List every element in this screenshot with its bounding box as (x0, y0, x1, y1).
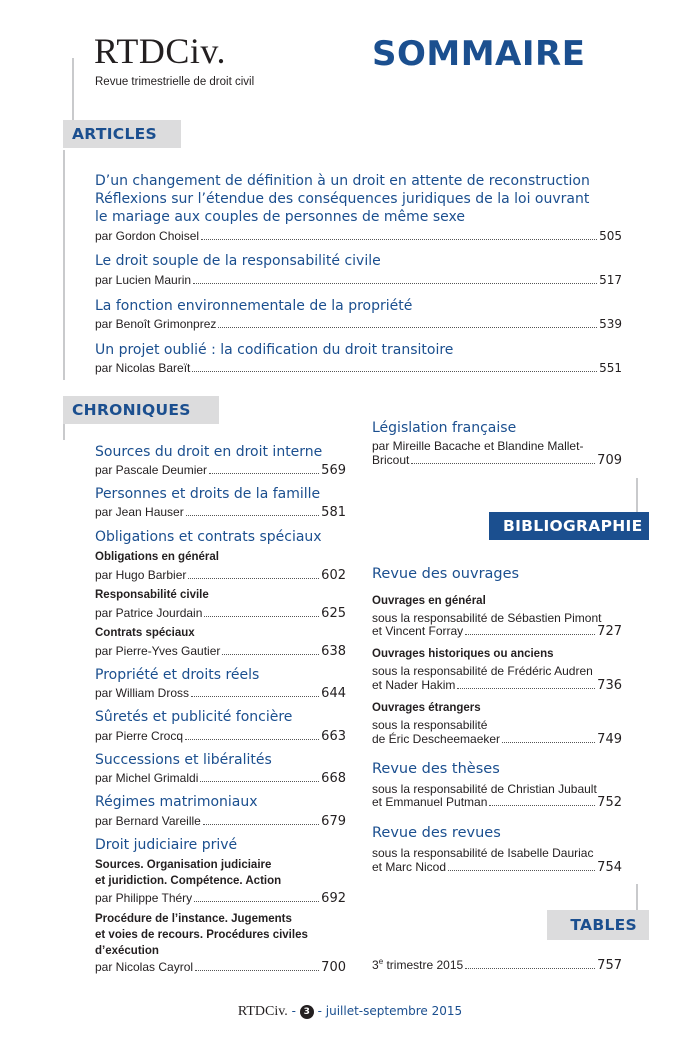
article-1-title-line-3: le mariage aux couples de personnes de même sexe (95, 209, 466, 225)
judiciaire-sub2-line-3: d’exécution (95, 945, 159, 957)
chroniques-section-header (63, 396, 219, 424)
articles-divider (63, 150, 65, 380)
leader-dots (194, 901, 319, 902)
leader-dots (457, 688, 595, 689)
leader-dots (222, 654, 319, 655)
ouvrages-historiques-page: 736 (597, 678, 622, 693)
judiciaire-sub2-line-1: Procédure de l’instance. Jugements (95, 913, 292, 925)
chronique-successions-title[interactable]: Successions et libéralités (95, 752, 272, 768)
article-1-page: 505 (599, 229, 622, 243)
responsabilite-page: 625 (321, 606, 346, 621)
chronique-propriete-entry (95, 686, 346, 701)
chronique-suretes-page: 663 (321, 729, 346, 744)
footer-period: juillet-septembre 2015 (325, 1004, 463, 1018)
legislation-author-line-2: Bricout (372, 453, 410, 467)
bibliographie-section-header (489, 512, 649, 540)
responsabilite-entry (95, 606, 346, 621)
chronique-regimes-entry (95, 814, 346, 829)
ouvrages-etrangers-sub: Ouvrages étrangers (372, 702, 481, 714)
chronique-sources-author: par Pascale Deumier (95, 463, 208, 477)
articles-label: ARTICLES (72, 125, 157, 143)
article-3-page: 539 (599, 317, 622, 331)
article-2-title[interactable]: Le droit souple de la responsabilité civile (95, 253, 381, 269)
theses-line-1: sous la responsabilité de Christian Jubault (372, 782, 597, 796)
legislation-page: 709 (597, 453, 622, 468)
leader-dots (191, 696, 319, 697)
article-1-author: par Gordon Choisel (95, 229, 200, 243)
chronique-personnes-author: par Jean Hauser (95, 505, 184, 519)
article-2-author: par Lucien Maurin (95, 273, 192, 287)
chronique-successions-author: par Michel Grimaldi (95, 771, 199, 785)
page-title: SOMMAIRE (372, 34, 586, 74)
leader-dots (192, 371, 597, 372)
article-4-author: par Nicolas Bareït (95, 361, 191, 375)
ouvrages-general-line-1: sous la responsabilité de Sébastien Pimont (372, 611, 602, 625)
theses-page: 752 (597, 795, 622, 810)
chronique-suretes-title[interactable]: Sûretés et publicité foncière (95, 709, 293, 725)
article-1-entry (95, 229, 622, 243)
leader-dots (193, 283, 597, 284)
chronique-sources-entry (95, 463, 346, 478)
tables-num: 3 (372, 958, 379, 972)
revues-entry (372, 860, 622, 875)
contrats-sub: Contrats spéciaux (95, 627, 195, 639)
leader-dots (195, 970, 319, 971)
footer-separator: - (313, 1004, 326, 1018)
leader-dots (200, 781, 319, 782)
contrats-author: par Pierre-Yves Gautier (95, 644, 221, 658)
ouvrages-historiques-entry (372, 678, 622, 693)
articles-section-header (63, 120, 181, 148)
judiciaire-sub1-line-2: et juridiction. Compétence. Action (95, 875, 282, 887)
footer-logo: RTDCiv. (237, 1004, 288, 1019)
chronique-propriete-title[interactable]: Propriété et droits réels (95, 667, 260, 683)
judiciaire-sub2 (95, 911, 308, 959)
article-1-title-line-2: Réflexions sur l’étendue des conséquences juridiques de la loi ouvrant (95, 191, 590, 207)
tables-sup: e (378, 957, 384, 966)
leader-dots (218, 327, 597, 328)
contrats-entry (95, 644, 346, 659)
leader-dots (448, 870, 595, 871)
tables-page: 757 (597, 958, 622, 973)
bibliographie-label: BIBLIOGRAPHIE (503, 517, 643, 535)
judiciaire-page-2: 700 (321, 960, 346, 975)
judiciaire-author-2: par Nicolas Cayrol (95, 960, 194, 974)
article-2-entry (95, 273, 622, 287)
revues-page: 754 (597, 860, 622, 875)
article-3-entry (95, 317, 622, 331)
theses-line-2: et Emmanuel Putman (372, 795, 488, 809)
article-4-title[interactable]: Un projet oublié : la codification du droit transitoire (95, 342, 454, 358)
judiciaire-sub1-line-1: Sources. Organisation judiciaire (95, 859, 272, 871)
chronique-regimes-page: 679 (321, 814, 346, 829)
article-3-title[interactable]: La fonction environnementale de la propriété (95, 298, 413, 314)
revue-revues-title[interactable]: Revue des revues (372, 825, 501, 841)
journal-logo: RTDCiv. (94, 31, 227, 71)
ouvrages-etrangers-line-1: sous la responsabilité (372, 718, 488, 732)
judiciaire-sub2-line-2: et voies de recours. Procédures civiles (95, 929, 308, 941)
theses-entry (372, 795, 622, 810)
chronique-suretes-entry (95, 729, 346, 744)
contrats-page: 638 (321, 644, 346, 659)
chronique-propriete-author: par William Dross (95, 686, 190, 700)
leader-dots (203, 824, 319, 825)
tables-divider (636, 884, 638, 912)
footer-separator: - (287, 1004, 300, 1018)
chronique-sources-title[interactable]: Sources du droit en droit interne (95, 444, 323, 460)
legislation-entry (372, 453, 622, 468)
article-1-title-line-1: D’un changement de définition à un droit en attente de reconstruction (95, 173, 590, 189)
tables-label: TABLES (570, 916, 637, 934)
leader-dots (465, 968, 595, 969)
leader-dots (411, 463, 595, 464)
ouvrages-general-line-2: et Vincent Forray (372, 624, 464, 638)
chroniques-divider (63, 424, 65, 440)
responsabilite-author: par Patrice Jourdain (95, 606, 203, 620)
leader-dots (502, 742, 595, 743)
leader-dots (185, 739, 319, 740)
leader-dots (186, 515, 319, 516)
judiciaire-sub1 (95, 857, 281, 889)
judiciaire-entry-1 (95, 891, 346, 906)
bibliographie-divider (636, 478, 638, 514)
chronique-personnes-title[interactable]: Personnes et droits de la famille (95, 486, 321, 502)
legislation-author-line-1: par Mireille Bacache et Blandine Mallet- (372, 439, 584, 453)
leader-dots (188, 578, 319, 579)
judiciaire-entry-2 (95, 960, 346, 975)
chronique-successions-page: 668 (321, 771, 346, 786)
tables-entry-label (372, 957, 463, 972)
article-2-page: 517 (599, 273, 622, 287)
article-4-page: 551 (599, 361, 622, 375)
article-1-title[interactable] (95, 172, 615, 226)
ouvrages-etrangers-entry (372, 732, 622, 747)
revue-theses-title[interactable]: Revue des thèses (372, 761, 500, 777)
chronique-regimes-title[interactable]: Régimes matrimoniaux (95, 794, 258, 810)
ouvrages-historiques-line-1: sous la responsabilité de Frédéric Audren (372, 664, 593, 678)
obligations-general-page: 602 (321, 568, 346, 583)
revues-line-2: et Marc Nicod (372, 860, 447, 874)
journal-subtitle: Revue trimestrielle de droit civil (95, 76, 255, 88)
responsabilite-sub: Responsabilité civile (95, 589, 209, 601)
ouvrages-general-page: 727 (597, 624, 622, 639)
tables-entry[interactable] (372, 957, 622, 973)
chronique-sources-page: 569 (321, 463, 346, 478)
page-footer (0, 1004, 700, 1020)
article-3-author: par Benoît Grimonprez (95, 317, 217, 331)
chronique-personnes-page: 581 (321, 505, 346, 520)
leader-dots (201, 239, 597, 240)
chronique-legislation-title[interactable]: Législation française (372, 420, 517, 436)
chronique-obligations-title[interactable]: Obligations et contrats spéciaux (95, 529, 322, 545)
chronique-successions-entry (95, 771, 346, 786)
ouvrages-etrangers-line-2: de Éric Descheemaeker (372, 732, 501, 746)
chroniques-label: CHRONIQUES (72, 401, 191, 419)
revue-ouvrages-title[interactable]: Revue des ouvrages (372, 566, 520, 582)
chronique-personnes-entry (95, 505, 346, 520)
revues-line-1: sous la responsabilité de Isabelle Dauriac (372, 846, 594, 860)
ouvrages-general-sub: Ouvrages en général (372, 595, 486, 607)
issue-number-badge: 3 (300, 1005, 314, 1019)
leader-dots (465, 634, 595, 635)
tables-section-header (547, 910, 649, 940)
tables-label-text: trimestre 2015 (383, 958, 464, 972)
obligations-general-entry (95, 568, 346, 583)
leader-dots (209, 473, 319, 474)
judiciaire-author-1: par Philippe Théry (95, 891, 193, 905)
article-4-entry (95, 361, 622, 375)
ouvrages-general-entry (372, 624, 622, 639)
chronique-regimes-author: par Bernard Vareille (95, 814, 201, 828)
chronique-suretes-author: par Pierre Crocq (95, 729, 184, 743)
ouvrages-historiques-sub: Ouvrages historiques ou anciens (372, 648, 554, 660)
ouvrages-etrangers-page: 749 (597, 732, 622, 747)
judiciaire-page-1: 692 (321, 891, 346, 906)
chronique-judiciaire-title[interactable]: Droit judiciaire privé (95, 837, 238, 853)
obligations-general-sub: Obligations en général (95, 551, 219, 563)
leader-dots (204, 616, 319, 617)
chronique-propriete-page: 644 (321, 686, 346, 701)
ouvrages-historiques-line-2: et Nader Hakim (372, 678, 456, 692)
header-divider (72, 58, 74, 128)
obligations-general-author: par Hugo Barbier (95, 568, 187, 582)
leader-dots (489, 805, 595, 806)
